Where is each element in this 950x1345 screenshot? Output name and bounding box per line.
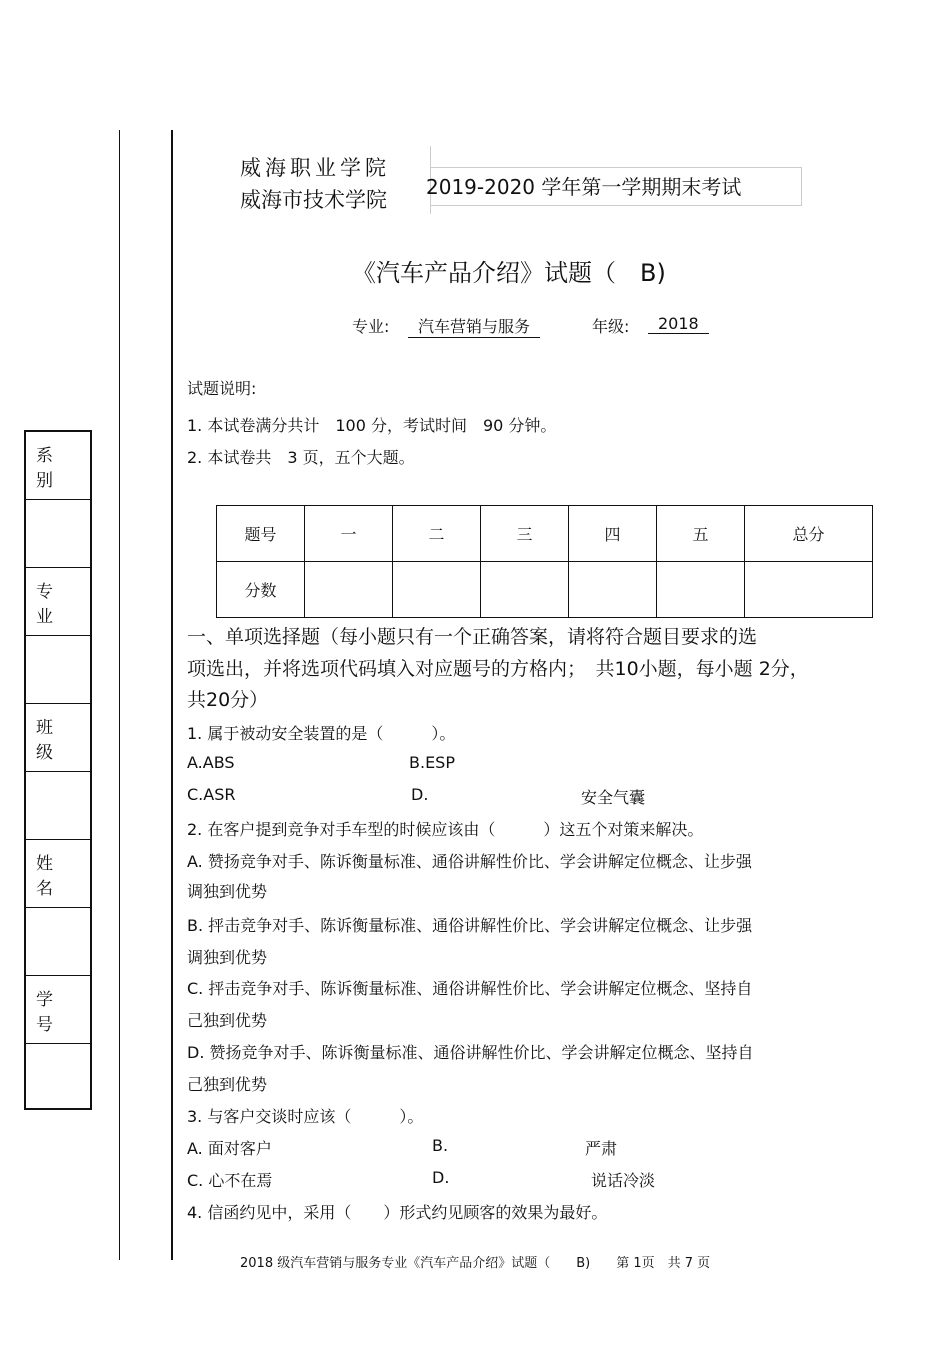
exam-title: 2019-2020 学年第一学期期末考试 <box>426 175 742 199</box>
page-footer: 2018 级汽车营销与服务专业《汽车产品介绍》试题（ B) 第 1页 共 7 页 <box>240 1256 711 1271</box>
q2-option-a-line-2: 调独到优势 <box>187 882 268 901</box>
grade-label: 年级: <box>592 317 630 336</box>
header-cell-1: 一 <box>305 506 393 562</box>
label-major: 专 业 <box>26 568 90 636</box>
instruction-line-1: 1. 本试卷满分共计 100 分，考试时间 90 分钟。 <box>187 416 557 435</box>
q2-option-b-line-2: 调独到优势 <box>187 948 268 967</box>
major-label: 专业: <box>352 317 390 336</box>
q3-option-d-text: 说话冷淡 <box>591 1171 656 1190</box>
student-info-box <box>24 430 92 1110</box>
score-row-label: 分数 <box>217 562 305 618</box>
school-name-2: 威海市技术学院 <box>240 188 387 212</box>
table-row <box>217 562 873 618</box>
q2-option-c-line-1: C. 抨击竞争对手、陈诉衡量标准、通俗讲解性价比、学会讲解定位概念、坚持自 <box>187 979 753 998</box>
label-student-id: 学 号 <box>26 976 90 1044</box>
label-name: 姓 名 <box>26 840 90 908</box>
instruction-line-2: 2. 本试卷共 3 页，五个大题。 <box>187 448 415 467</box>
q2-option-d-line-1: D. 赞扬竞争对手、陈诉衡量标准、通俗讲解性价比、学会讲解定位概念、坚持自 <box>187 1043 754 1062</box>
q3-option-b: B. <box>432 1136 449 1155</box>
field-major[interactable] <box>26 636 90 704</box>
q1-option-d-text: 安全气囊 <box>581 788 646 807</box>
question-2: 2. 在客户提到竞争对手车型的时候应该由（ ）这五个对策来解决。 <box>187 820 704 839</box>
header-cell-total: 总分 <box>745 506 873 562</box>
q3-option-a: A. 面对客户 <box>187 1139 272 1158</box>
field-student-id[interactable] <box>26 1044 90 1112</box>
header-cell-5: 五 <box>657 506 745 562</box>
margin-line-left <box>119 130 120 1260</box>
score-cell-1[interactable] <box>305 562 393 618</box>
section1-line-2: 项选出，并将选项代码填入对应题号的方格内； 共10小题，每小题 2分， <box>187 658 809 680</box>
question-3: 3. 与客户交谈时应该（ ）。 <box>187 1107 424 1126</box>
table-row <box>217 506 873 562</box>
label-department: 系 别 <box>26 432 90 500</box>
score-cell-total[interactable] <box>745 562 873 618</box>
header-cell-question: 题号 <box>217 506 305 562</box>
header-cell-3: 三 <box>481 506 569 562</box>
score-cell-4[interactable] <box>569 562 657 618</box>
header-cell-4: 四 <box>569 506 657 562</box>
grade-value: 2018 <box>648 314 709 334</box>
q1-option-a: A.ABS <box>187 753 235 772</box>
q2-option-b-line-1: B. 抨击竞争对手、陈诉衡量标准、通俗讲解性价比、学会讲解定位概念、让步强 <box>187 916 753 935</box>
score-cell-2[interactable] <box>393 562 481 618</box>
major-value: 汽车营销与服务 <box>408 314 540 338</box>
header-cell-2: 二 <box>393 506 481 562</box>
question-4: 4. 信函约见中，采用（ ）形式约见顾客的效果为最好。 <box>187 1203 608 1222</box>
q1-option-d: D. <box>411 785 429 804</box>
score-cell-3[interactable] <box>481 562 569 618</box>
school-name-1: 威海职业学院 <box>240 156 390 180</box>
q3-option-b-text: 严肃 <box>585 1139 618 1158</box>
q2-option-c-line-2: 己独到优势 <box>187 1011 268 1030</box>
label-class: 班 级 <box>26 704 90 772</box>
q2-option-a-line-1: A. 赞扬竞争对手、陈诉衡量标准、通俗讲解性价比、学会讲解定位概念、让步强 <box>187 852 752 871</box>
margin-line-right <box>171 130 173 1260</box>
section1-line-1: 一、单项选择题（每小题只有一个正确答案，请将符合题目要求的选 <box>187 626 758 648</box>
section1-line-3: 共20分） <box>187 689 269 711</box>
field-class[interactable] <box>26 772 90 840</box>
q3-option-d: D. <box>432 1168 450 1187</box>
field-department[interactable] <box>26 500 90 568</box>
q1-option-b: B.ESP <box>409 753 455 772</box>
q3-option-c: C. 心不在焉 <box>187 1171 273 1190</box>
score-cell-5[interactable] <box>657 562 745 618</box>
question-1: 1. 属于被动安全装置的是（ ）。 <box>187 724 456 743</box>
score-table <box>216 505 873 618</box>
paper-title: 《汽车产品介绍》试题（ B) <box>352 259 666 287</box>
q1-option-c: C.ASR <box>187 785 236 804</box>
q2-option-d-line-2: 己独到优势 <box>187 1075 268 1094</box>
instructions-heading: 试题说明: <box>187 379 257 398</box>
field-name[interactable] <box>26 908 90 976</box>
